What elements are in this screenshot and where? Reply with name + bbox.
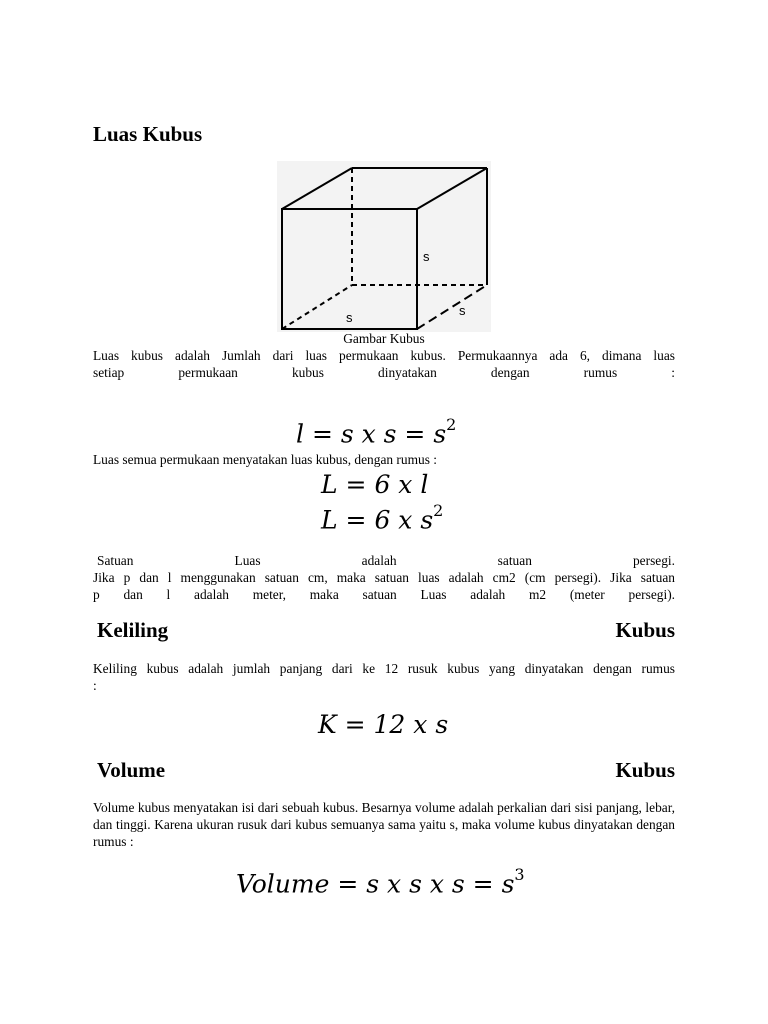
luas-paragraph-1 <box>93 347 675 381</box>
formula-luas-kubus-2-exp: 2 <box>433 501 444 520</box>
satuan-line-2: Jika p dan l menggunakan satuan cm, maka satuan luas adalah cm2 (cm persegi). Jika satuan <box>93 570 675 585</box>
luas-paragraph-1-line-2: setiap permukaan kubus dinyatakan dengan rumus : <box>93 365 675 380</box>
section-title-keliling-right: Kubus <box>615 618 675 642</box>
satuan-line-3: p dan l adalah meter, maka satuan Luas adalah m2 (meter persegi). <box>93 587 675 602</box>
formula-luas-kubus-2 <box>321 501 444 535</box>
label-height: s <box>423 249 430 264</box>
label-width: s <box>346 310 353 325</box>
cube-figure <box>277 161 491 332</box>
formula-luas-kubus-2-text: L = 6 x s <box>321 505 434 535</box>
satuan-paragraph <box>93 552 675 603</box>
section-title-volume-right: Kubus <box>615 758 675 782</box>
keliling-paragraph <box>93 660 675 694</box>
keliling-paragraph-line-2: : <box>93 678 97 693</box>
keliling-paragraph-line-1: Keliling kubus adalah jumlah panjang dari ke 12 rusuk kubus yang dinyatakan dengan rumus <box>93 661 675 676</box>
formula-volume-exp: 3 <box>514 865 525 884</box>
luas-paragraph-2: Luas semua permukaan menyatakan luas kubus, dengan rumus : <box>93 452 437 467</box>
formula-keliling: K = 12 x s <box>318 710 449 739</box>
figure-caption: Gambar Kubus <box>343 331 425 346</box>
cube-diagram <box>277 161 491 332</box>
formula-luas-permukaan-text: l = s x s = s <box>296 419 447 449</box>
section-title-luas: Luas Kubus <box>93 122 203 146</box>
formula-luas-kubus-1: L = 6 x l <box>321 470 429 499</box>
formula-volume <box>236 865 525 899</box>
formula-luas-permukaan-exp: 2 <box>446 415 457 434</box>
volume-paragraph: Volume kubus menyatakan isi dari sebuah kubus. Besarnya volume adalah perkalian dari sisi panjang, lebar, dan tinggi. Karena ukuran rusuk dari kubus semuanya sama yaitu s, maka volume kubus dinyatakan dengan rumus : <box>93 800 675 849</box>
section-title-keliling <box>97 618 675 643</box>
formula-volume-text: Volume = s x s x s = s <box>236 869 515 899</box>
luas-paragraph-1-line-1: Luas kubus adalah Jumlah dari luas permukaan kubus. Permukaannya ada 6, dimana luas <box>93 348 675 363</box>
section-title-keliling-left: Keliling <box>97 618 169 642</box>
label-depth: s <box>459 303 466 318</box>
satuan-line-1: Satuan Luas adalah satuan persegi. <box>97 553 675 568</box>
section-title-volume <box>97 758 675 783</box>
formula-luas-permukaan <box>296 415 457 449</box>
section-title-volume-left: Volume <box>97 758 166 782</box>
